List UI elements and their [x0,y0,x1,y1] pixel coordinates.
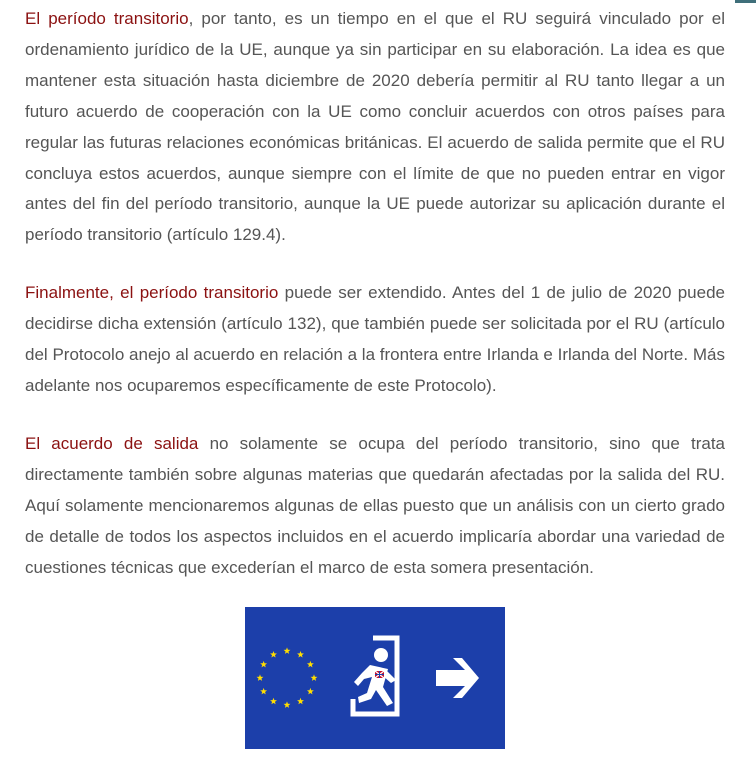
paragraph-lead: El acuerdo de salida [25,433,199,453]
paragraph-transition-period [25,4,725,251]
brexit-exit-sign-image [245,607,505,749]
paragraph-lead: Finalmente, el período transitorio [25,283,279,303]
top-accent-rule [735,0,756,3]
paragraph-withdrawal-agreement [25,429,725,584]
paragraph-extension [25,278,725,402]
article-body [25,4,725,610]
paragraph-text: , por tanto, es un tiempo en el que el RU seguirá vinculado por el ordenamiento jurídico de la UE, aunque ya sin participar en su elaboración. La idea es que mantener esta situación hasta diciembre de 2020 debería permitir al RU tanto llegar a un futuro acuerdo de cooperación con la UE como concluir acuerdos con otros países para regular las futuras relaciones económicas británicas. El acuerdo de salida permite que el RU concluya estos acuerdos, aunque siempre con el límite de que no pueden entrar en vigor antes del fin del período transitorio, aunque la UE puede autorizar su aplicación durante el período transitorio (artículo 129.4). [25,9,725,245]
paragraph-lead: El período transitorio [25,9,189,28]
exit-running-man-icon [353,638,397,714]
paragraph-text: no solamente se ocupa del período transitorio, sino que trata directamente también sobre algunas materias que quedarán afectadas por la salida del RU. Aquí solamente mencionaremos algunas de ellas puesto que un análisis con un cierto grado de detalle de todos los aspectos incluidos en el acuerdo implicaría abordar una variedad de cuestiones técnicas que excederían el marco de esta somera presentación. [25,433,726,577]
paragraph-text: puede ser extendido. Antes del 1 de julio de 2020 puede decidirse dicha extensión (artículo 132), que también puede ser solicitada por el RU (artículo del Protocolo anejo al acuerdo en relación a la frontera entre Irlanda e Irlanda del Norte. Más adelante nos ocuparemos específicamente de este Protocolo). [25,283,725,395]
